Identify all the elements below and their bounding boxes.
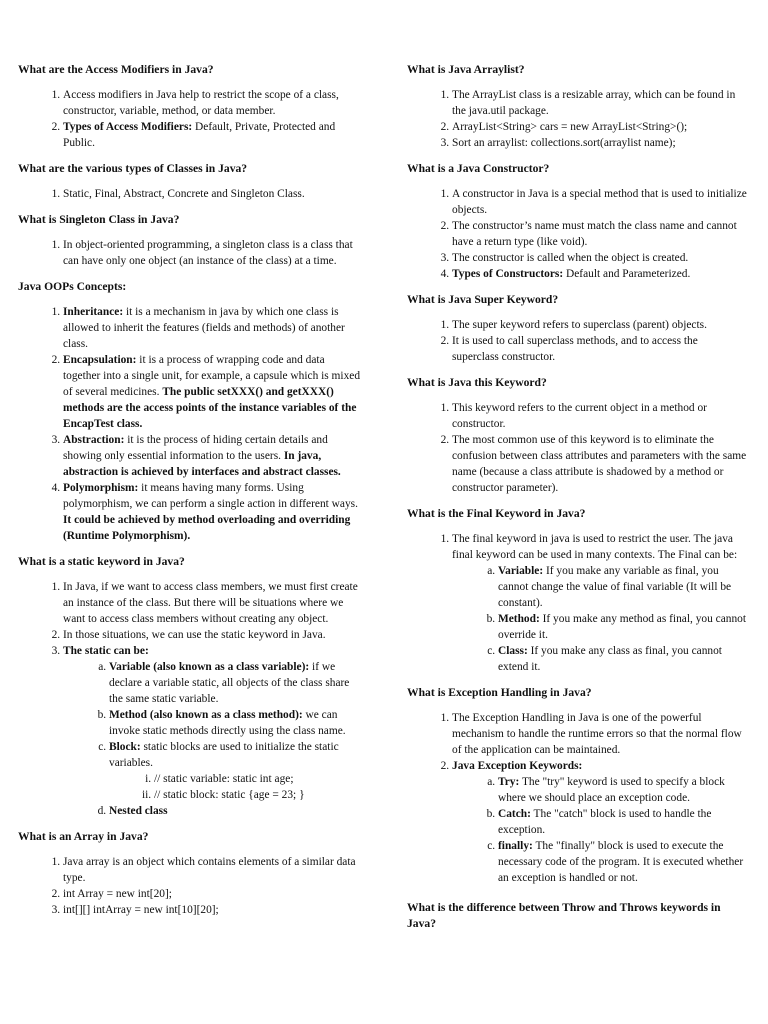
heading-exception-handling: What is Exception Handling in Java? xyxy=(407,686,592,699)
item-bold: Method: xyxy=(498,613,540,625)
list-singleton xyxy=(18,237,363,269)
list-item xyxy=(452,218,747,250)
item-bold: In java, abstraction is achieved by interfaces and abstract classes. xyxy=(63,450,341,478)
list-item xyxy=(63,304,363,352)
list-super-keyword xyxy=(407,317,747,365)
list-item xyxy=(498,806,747,838)
list-item xyxy=(452,186,747,218)
item-bold: Variable: xyxy=(498,565,544,577)
list-item xyxy=(452,250,747,266)
item-text: we can invoke static methods directly using the class name. xyxy=(109,709,346,737)
list-oops xyxy=(18,304,363,544)
item-bold: It could be achieved by method overloading and overriding (Runtime Polymorphism). xyxy=(63,514,351,542)
left-column xyxy=(18,62,363,928)
item-text: Java array is an object which contains elements of a similar data type. xyxy=(63,856,356,884)
item-text: ArrayList<String> cars = new ArrayList<String>(); xyxy=(452,121,688,133)
list-item xyxy=(498,643,747,675)
list-item xyxy=(63,627,363,643)
item-text: If you make any method as final, you cannot override it. xyxy=(498,613,747,641)
list-class-types xyxy=(18,186,363,202)
heading-arraylist: What is Java Arraylist? xyxy=(407,63,525,76)
item-text: The "catch" block is used to handle the exception. xyxy=(498,808,712,836)
sublist-static xyxy=(63,659,363,819)
sublist-exception-keywords xyxy=(452,774,747,886)
list-item xyxy=(452,400,747,432)
item-text: it is a process of wrapping code and data together into a single unit, for example, a capsule which is mixed of several medicines. xyxy=(63,354,361,398)
item-text: It is used to call superclass methods, and to access the superclass constructor. xyxy=(452,335,698,363)
list-item xyxy=(109,707,363,739)
item-text: int[][] intArray = new int[10][20]; xyxy=(63,904,219,916)
list-item xyxy=(498,838,747,886)
heading-throw-throws: What is the difference between Throw and Throws keywords in Java? xyxy=(407,901,721,930)
item-text: The constructor’s name must match the class name and cannot have a return type (like void). xyxy=(452,220,737,248)
list-item xyxy=(498,774,747,806)
list-item xyxy=(63,902,363,918)
list-item xyxy=(452,317,747,333)
item-text: The Exception Handling in Java is one of the powerful mechanism to handle the runtime errors so that the normal flow of the application can be maintained. xyxy=(452,712,742,756)
list-item xyxy=(452,758,747,886)
list-constructor xyxy=(407,186,747,282)
list-item xyxy=(63,854,363,886)
heading-singleton: What is Singleton Class in Java? xyxy=(18,213,180,226)
list-item xyxy=(63,352,363,432)
item-text: In those situations, we can use the static keyword in Java. xyxy=(63,629,326,641)
item-bold: The static can be: xyxy=(63,645,149,657)
list-final-keyword xyxy=(407,531,747,675)
list-item xyxy=(63,643,363,819)
list-item xyxy=(452,531,747,675)
item-text: int Array = new int[20]; xyxy=(63,888,172,900)
right-column xyxy=(407,62,747,941)
item-bold: Variable (also known as a class variable): xyxy=(109,661,310,673)
list-item xyxy=(154,787,363,803)
item-bold: Try: xyxy=(498,776,520,788)
list-item xyxy=(63,579,363,627)
item-text: if we declare a variable static, all objects of the class share the same static variable. xyxy=(109,661,350,705)
list-item xyxy=(452,266,747,282)
list-arraylist xyxy=(407,87,747,151)
item-text: If you make any class as final, you cannot extend it. xyxy=(498,645,722,673)
list-item xyxy=(452,432,747,496)
list-item xyxy=(63,432,363,480)
item-text: it is a mechanism in java by which one class is allowed to inherit the features (fields and methods) of another class. xyxy=(63,306,345,350)
item-text: In object-oriented programming, a singleton class is a class that can have only one object (an instance of the class) at a time. xyxy=(63,239,353,267)
heading-access-modifiers: What are the Access Modifiers in Java? xyxy=(18,63,214,76)
list-item xyxy=(63,480,363,544)
item-bold: Inheritance: xyxy=(63,306,124,318)
item-text: Default and Parameterized. xyxy=(563,268,691,280)
item-bold: Encapsulation: xyxy=(63,354,137,366)
list-item xyxy=(452,119,747,135)
list-item xyxy=(498,563,747,611)
list-item xyxy=(109,659,363,707)
item-text: // static variable: static int age; xyxy=(154,773,294,785)
list-item xyxy=(63,119,363,151)
item-text: The "finally" block is used to execute the necessary code of the program. It is executed whether an exception is handled or not. xyxy=(498,840,744,884)
list-static-keyword xyxy=(18,579,363,819)
sublist-static-examples xyxy=(109,771,363,803)
list-item xyxy=(452,710,747,758)
heading-super-keyword: What is Java Super Keyword? xyxy=(407,293,559,306)
list-item xyxy=(452,135,747,151)
item-text: In Java, if we want to access class members, we must first create an instance of the class. But there will be situations where we want to access class members without creating any object. xyxy=(63,581,358,625)
item-text: This keyword refers to the current object in a method or constructor. xyxy=(452,402,707,430)
heading-this-keyword: What is Java this Keyword? xyxy=(407,376,547,389)
heading-static-keyword: What is a static keyword in Java? xyxy=(18,555,185,568)
list-array xyxy=(18,854,363,918)
heading-array: What is an Array in Java? xyxy=(18,830,149,843)
item-bold: Class: xyxy=(498,645,528,657)
item-text: Access modifiers in Java help to restrict the scope of a class, constructor, variable, method, or data member. xyxy=(63,89,339,117)
item-text: The super keyword refers to superclass (parent) objects. xyxy=(452,319,707,331)
item-bold: Types of Constructors: xyxy=(452,268,564,280)
heading-constructor: What is a Java Constructor? xyxy=(407,162,550,175)
item-text: static blocks are used to initialize the static variables. xyxy=(109,741,339,769)
item-bold: Types of Access Modifiers: xyxy=(63,121,193,133)
list-item xyxy=(452,333,747,365)
list-this-keyword xyxy=(407,400,747,496)
item-bold: Method (also known as a class method): xyxy=(109,709,303,721)
list-item xyxy=(154,771,363,787)
item-text: // static block: static {age = 23; } xyxy=(154,789,305,801)
item-text: Default, Private, Protected and Public. xyxy=(63,121,336,149)
item-bold: The public setXXX() and getXXX() methods are the access points of the instance variables of the EncapTest class. xyxy=(63,386,357,430)
list-item xyxy=(63,237,363,269)
list-item xyxy=(109,739,363,803)
list-item xyxy=(498,611,747,643)
item-text: If you make any variable as final, you cannot change the value of final variable (It will be constant). xyxy=(498,565,732,609)
list-item xyxy=(63,87,363,119)
item-bold: Catch: xyxy=(498,808,531,820)
list-item xyxy=(109,803,363,819)
list-item xyxy=(63,186,363,202)
item-bold: Block: xyxy=(109,741,141,753)
item-text: A constructor in Java is a special method that is used to initialize objects. xyxy=(452,188,747,216)
item-text: Sort an arraylist: collections.sort(arraylist name); xyxy=(452,137,676,149)
item-bold: Abstraction: xyxy=(63,434,125,446)
item-text: The constructor is called when the object is created. xyxy=(452,252,689,264)
item-text: The "try" keyword is used to specify a block where we should place an exception code. xyxy=(498,776,725,804)
item-text: The most common use of this keyword is to eliminate the confusion between class attributes and parameters with the same name (because a class attribute is shadowed by a method or constructor parameter). xyxy=(452,434,747,494)
list-access-modifiers xyxy=(18,87,363,151)
item-bold: finally: xyxy=(498,840,533,852)
sublist-final xyxy=(452,563,747,675)
item-text: Static, Final, Abstract, Concrete and Singleton Class. xyxy=(63,188,305,200)
list-item xyxy=(63,886,363,902)
heading-oops: Java OOPs Concepts: xyxy=(18,280,127,293)
item-text: The ArrayList class is a resizable array, which can be found in the java.util package. xyxy=(452,89,736,117)
item-bold: Polymorphism: xyxy=(63,482,139,494)
item-bold: Java Exception Keywords: xyxy=(452,760,583,772)
list-item xyxy=(452,87,747,119)
item-text: it is the process of hiding certain details and showing only essential information to the users. xyxy=(63,434,328,462)
item-text: it means having many forms. Using polymorphism, we can perform a single action in different ways. xyxy=(63,482,358,510)
heading-final-keyword: What is the Final Keyword in Java? xyxy=(407,507,586,520)
item-text: The final keyword in java is used to restrict the user. The java final keyword can be used in many contexts. The Final can be: xyxy=(452,533,738,561)
heading-class-types: What are the various types of Classes in Java? xyxy=(18,162,248,175)
list-exception-handling xyxy=(407,710,747,886)
item-bold: Nested class xyxy=(109,805,168,817)
